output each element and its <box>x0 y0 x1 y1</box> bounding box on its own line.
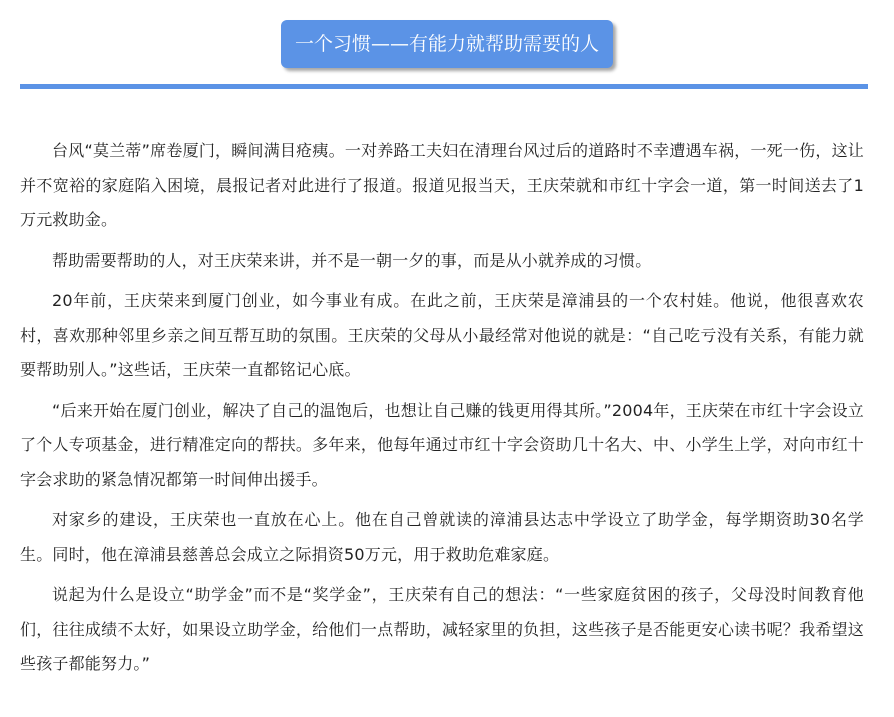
article-body <box>20 134 864 688</box>
title-divider <box>20 84 868 89</box>
paragraph-6: 说起为什么是设立“助学金”而不是“奖学金”，王庆荣有自己的想法：“一些家庭贫困的孩子，父母没时间教育他们，往往成绩不太好，如果设立助学金，给他们一点帮助，减轻家里的负担，这些孩子是否能更安心读书呢？我希望这些孩子都能努力。” <box>20 585 864 673</box>
paragraph-4: “后来开始在厦门创业，解决了自己的温饱后，也想让自己赚的钱更用得其所。”2004年，王庆荣在市红十字会设立了个人专项基金，进行精准定向的帮扶。多年来，他每年通过市红十字会资助几十名大、中、小学生上学，对向市红十字会求助的紧急情况都第一时间伸出援手。 <box>20 400 864 489</box>
article-title: 一个习惯——有能力就帮助需要的人 <box>281 20 613 68</box>
paragraph-5: 对家乡的建设，王庆荣也一直放在心上。他在自己曾就读的漳浦县达志中学设立了助学金，每学期资助30名学生。同时，他在漳浦县慈善总会成立之际捐资50万元，用于救助危难家庭。 <box>20 510 864 564</box>
paragraph-1: 台风“莫兰蒂”席卷厦门，瞬间满目疮痍。一对养路工夫妇在清理台风过后的道路时不幸遭遇车祸，一死一伤，这让并不宽裕的家庭陷入困境，晨报记者对此进行了报道。报道见报当天，王庆荣就和市红十字会一道，第一时间送去了1万元救助金。 <box>20 141 864 229</box>
title-container <box>0 20 894 68</box>
paragraph-2: 帮助需要帮助的人，对王庆荣来讲，并不是一朝一夕的事，而是从小就养成的习惯。 <box>52 250 652 270</box>
paragraph-3: 20年前，王庆荣来到厦门创业，如今事业有成。在此之前，王庆荣是漳浦县的一个农村娃。他说，他很喜欢农村，喜欢那种邻里乡亲之间互帮互助的氛围。王庆荣的父母从小最经常对他说的就是：“自己吃亏没有关系，有能力就要帮助别人。”这些话，王庆荣一直都铭记心底。 <box>20 291 864 379</box>
